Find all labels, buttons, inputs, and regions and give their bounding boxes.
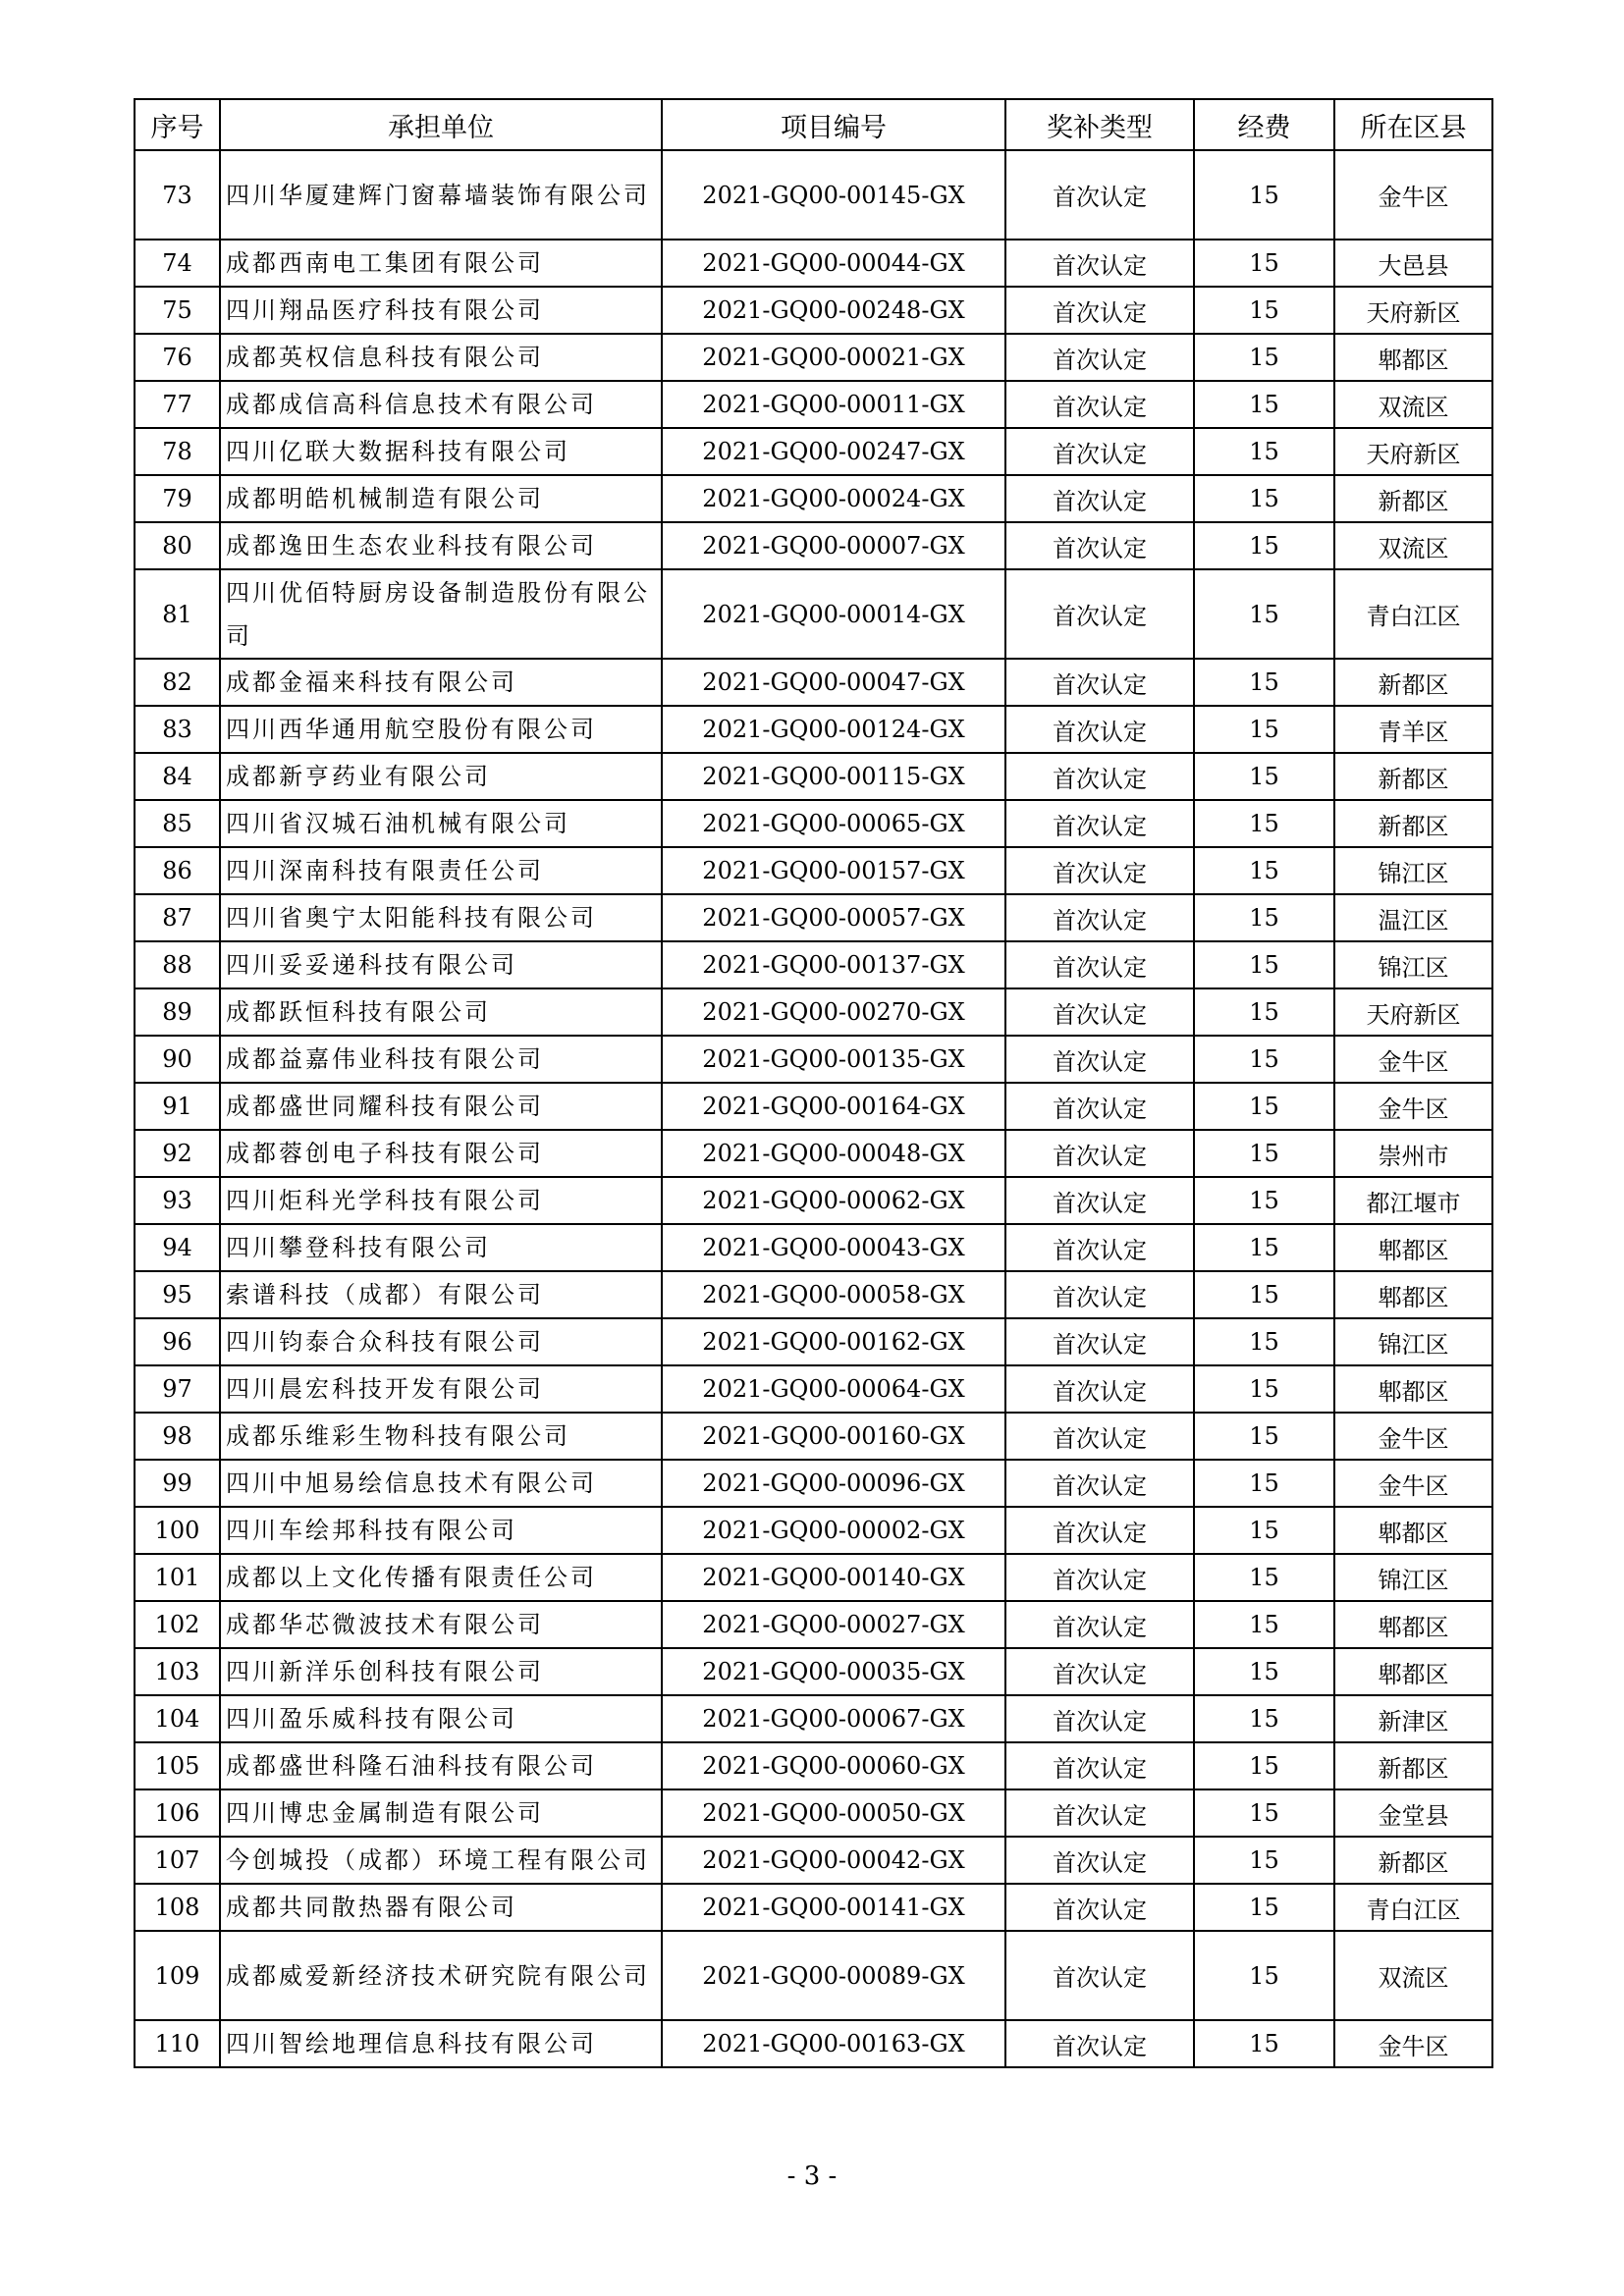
cell-code: 2021-GQ00-00164-GX	[662, 1083, 1005, 1130]
cell-no: 89	[135, 988, 220, 1036]
cell-type: 首次认定	[1005, 428, 1194, 475]
table-row	[135, 1318, 1492, 1365]
cell-district: 大邑县	[1334, 240, 1492, 287]
cell-no: 99	[135, 1460, 220, 1507]
cell-code: 2021-GQ00-00160-GX	[662, 1413, 1005, 1460]
cell-no: 106	[135, 1789, 220, 1837]
cell-type: 首次认定	[1005, 1318, 1194, 1365]
cell-fund: 15	[1194, 1177, 1334, 1224]
cell-unit: 成都西南电工集团有限公司	[220, 240, 662, 287]
cell-unit: 四川车绘邦科技有限公司	[220, 1507, 662, 1554]
cell-type: 首次认定	[1005, 522, 1194, 569]
cell-code: 2021-GQ00-00062-GX	[662, 1177, 1005, 1224]
cell-no: 87	[135, 894, 220, 941]
cell-unit: 成都盛世科隆石油科技有限公司	[220, 1742, 662, 1789]
table-row	[135, 1789, 1492, 1837]
cell-type: 首次认定	[1005, 1365, 1194, 1413]
cell-unit: 四川西华通用航空股份有限公司	[220, 706, 662, 753]
cell-unit: 成都以上文化传播有限责任公司	[220, 1554, 662, 1601]
table-row	[135, 1507, 1492, 1554]
cell-district: 青羊区	[1334, 706, 1492, 753]
cell-no: 110	[135, 2020, 220, 2067]
cell-code: 2021-GQ00-00157-GX	[662, 847, 1005, 894]
cell-code: 2021-GQ00-00057-GX	[662, 894, 1005, 941]
table-row	[135, 1884, 1492, 1931]
cell-no: 96	[135, 1318, 220, 1365]
table-row	[135, 894, 1492, 941]
cell-fund: 15	[1194, 1884, 1334, 1931]
cell-type: 首次认定	[1005, 381, 1194, 428]
cell-district: 新津区	[1334, 1695, 1492, 1742]
cell-no: 82	[135, 659, 220, 706]
cell-code: 2021-GQ00-00248-GX	[662, 287, 1005, 334]
table-row	[135, 1224, 1492, 1271]
cell-unit: 成都成信高科信息技术有限公司	[220, 381, 662, 428]
table-row	[135, 150, 1492, 240]
cell-code: 2021-GQ00-00024-GX	[662, 475, 1005, 522]
cell-type: 首次认定	[1005, 1695, 1194, 1742]
table-row	[135, 1365, 1492, 1413]
cell-fund: 15	[1194, 1742, 1334, 1789]
cell-code: 2021-GQ00-00065-GX	[662, 800, 1005, 847]
cell-type: 首次认定	[1005, 800, 1194, 847]
cell-unit: 四川翔品医疗科技有限公司	[220, 287, 662, 334]
cell-district: 锦江区	[1334, 941, 1492, 988]
cell-type: 首次认定	[1005, 1789, 1194, 1837]
cell-unit: 成都跃恒科技有限公司	[220, 988, 662, 1036]
cell-fund: 15	[1194, 1507, 1334, 1554]
cell-unit: 四川亿联大数据科技有限公司	[220, 428, 662, 475]
cell-code: 2021-GQ00-00002-GX	[662, 1507, 1005, 1554]
cell-district: 郫都区	[1334, 1224, 1492, 1271]
cell-code: 2021-GQ00-00042-GX	[662, 1837, 1005, 1884]
cell-fund: 15	[1194, 475, 1334, 522]
table-header-row	[135, 99, 1492, 150]
cell-no: 104	[135, 1695, 220, 1742]
cell-unit: 四川中旭易绘信息技术有限公司	[220, 1460, 662, 1507]
header-fund: 经费	[1194, 99, 1334, 150]
cell-fund: 15	[1194, 1601, 1334, 1648]
cell-no: 76	[135, 334, 220, 381]
cell-district: 锦江区	[1334, 847, 1492, 894]
cell-district: 青白江区	[1334, 569, 1492, 659]
header-district: 所在区县	[1334, 99, 1492, 150]
cell-fund: 15	[1194, 847, 1334, 894]
table-row	[135, 800, 1492, 847]
cell-no: 90	[135, 1036, 220, 1083]
cell-fund: 15	[1194, 1224, 1334, 1271]
table-row	[135, 1601, 1492, 1648]
table-row	[135, 1413, 1492, 1460]
cell-fund: 15	[1194, 1931, 1334, 2020]
page-number: - 3 -	[786, 2162, 838, 2191]
cell-no: 88	[135, 941, 220, 988]
cell-type: 首次认定	[1005, 1507, 1194, 1554]
cell-district: 金牛区	[1334, 1460, 1492, 1507]
cell-fund: 15	[1194, 988, 1334, 1036]
cell-district: 双流区	[1334, 381, 1492, 428]
cell-district: 都江堰市	[1334, 1177, 1492, 1224]
table-row	[135, 522, 1492, 569]
cell-no: 95	[135, 1271, 220, 1318]
cell-district: 新都区	[1334, 753, 1492, 800]
cell-district: 郫都区	[1334, 1601, 1492, 1648]
cell-type: 首次认定	[1005, 706, 1194, 753]
awards-table	[134, 98, 1493, 2068]
cell-district: 金牛区	[1334, 2020, 1492, 2067]
cell-type: 首次认定	[1005, 1884, 1194, 1931]
cell-district: 新都区	[1334, 1837, 1492, 1884]
cell-code: 2021-GQ00-00145-GX	[662, 150, 1005, 240]
cell-district: 崇州市	[1334, 1130, 1492, 1177]
table-row	[135, 1036, 1492, 1083]
cell-fund: 15	[1194, 894, 1334, 941]
table-row	[135, 2020, 1492, 2067]
cell-district: 新都区	[1334, 800, 1492, 847]
cell-no: 78	[135, 428, 220, 475]
cell-type: 首次认定	[1005, 475, 1194, 522]
cell-code: 2021-GQ00-00011-GX	[662, 381, 1005, 428]
cell-district: 青白江区	[1334, 1884, 1492, 1931]
cell-unit: 成都威爱新经济技术研究院有限公司	[220, 1931, 662, 2020]
cell-unit: 四川新洋乐创科技有限公司	[220, 1648, 662, 1695]
cell-district: 金牛区	[1334, 150, 1492, 240]
cell-no: 77	[135, 381, 220, 428]
cell-unit: 今创城投（成都）环境工程有限公司	[220, 1837, 662, 1884]
cell-type: 首次认定	[1005, 1742, 1194, 1789]
cell-no: 79	[135, 475, 220, 522]
cell-fund: 15	[1194, 150, 1334, 240]
cell-type: 首次认定	[1005, 1130, 1194, 1177]
cell-type: 首次认定	[1005, 1601, 1194, 1648]
cell-unit: 四川妥妥递科技有限公司	[220, 941, 662, 988]
table-row	[135, 1554, 1492, 1601]
cell-fund: 15	[1194, 1130, 1334, 1177]
cell-fund: 15	[1194, 1036, 1334, 1083]
cell-code: 2021-GQ00-00064-GX	[662, 1365, 1005, 1413]
cell-unit: 成都蓉创电子科技有限公司	[220, 1130, 662, 1177]
cell-type: 首次认定	[1005, 941, 1194, 988]
cell-district: 郫都区	[1334, 334, 1492, 381]
cell-no: 84	[135, 753, 220, 800]
cell-unit: 四川攀登科技有限公司	[220, 1224, 662, 1271]
table-row	[135, 1271, 1492, 1318]
cell-no: 105	[135, 1742, 220, 1789]
table-row	[135, 1837, 1492, 1884]
cell-no: 100	[135, 1507, 220, 1554]
cell-unit: 成都英权信息科技有限公司	[220, 334, 662, 381]
cell-unit: 四川晨宏科技开发有限公司	[220, 1365, 662, 1413]
cell-type: 首次认定	[1005, 1460, 1194, 1507]
cell-district: 新都区	[1334, 659, 1492, 706]
cell-type: 首次认定	[1005, 1224, 1194, 1271]
table-row	[135, 753, 1492, 800]
table-row	[135, 1931, 1492, 2020]
table-row	[135, 1648, 1492, 1695]
cell-type: 首次认定	[1005, 1413, 1194, 1460]
cell-code: 2021-GQ00-00124-GX	[662, 706, 1005, 753]
table-row	[135, 240, 1492, 287]
table-row	[135, 569, 1492, 659]
cell-code: 2021-GQ00-00048-GX	[662, 1130, 1005, 1177]
table-row	[135, 428, 1492, 475]
table-row	[135, 1460, 1492, 1507]
cell-code: 2021-GQ00-00027-GX	[662, 1601, 1005, 1648]
cell-no: 75	[135, 287, 220, 334]
cell-code: 2021-GQ00-00014-GX	[662, 569, 1005, 659]
cell-type: 首次认定	[1005, 1931, 1194, 2020]
cell-code: 2021-GQ00-00058-GX	[662, 1271, 1005, 1318]
cell-no: 80	[135, 522, 220, 569]
cell-unit: 四川钧泰合众科技有限公司	[220, 1318, 662, 1365]
cell-district: 金牛区	[1334, 1036, 1492, 1083]
cell-code: 2021-GQ00-00067-GX	[662, 1695, 1005, 1742]
cell-unit: 四川优佰特厨房设备制造股份有限公司	[220, 569, 662, 659]
cell-fund: 15	[1194, 753, 1334, 800]
cell-code: 2021-GQ00-00270-GX	[662, 988, 1005, 1036]
cell-fund: 15	[1194, 800, 1334, 847]
table-row	[135, 1083, 1492, 1130]
cell-no: 86	[135, 847, 220, 894]
cell-type: 首次认定	[1005, 569, 1194, 659]
cell-unit: 成都盛世同耀科技有限公司	[220, 1083, 662, 1130]
cell-fund: 15	[1194, 1460, 1334, 1507]
cell-type: 首次认定	[1005, 150, 1194, 240]
cell-fund: 15	[1194, 1413, 1334, 1460]
cell-no: 83	[135, 706, 220, 753]
cell-district: 锦江区	[1334, 1318, 1492, 1365]
cell-fund: 15	[1194, 2020, 1334, 2067]
cell-district: 天府新区	[1334, 428, 1492, 475]
cell-unit: 四川炬科光学科技有限公司	[220, 1177, 662, 1224]
cell-code: 2021-GQ00-00050-GX	[662, 1789, 1005, 1837]
header-type: 奖补类型	[1005, 99, 1194, 150]
cell-fund: 15	[1194, 706, 1334, 753]
cell-no: 103	[135, 1648, 220, 1695]
cell-type: 首次认定	[1005, 1177, 1194, 1224]
cell-unit: 成都明皓机械制造有限公司	[220, 475, 662, 522]
cell-fund: 15	[1194, 1083, 1334, 1130]
cell-type: 首次认定	[1005, 988, 1194, 1036]
cell-district: 郫都区	[1334, 1648, 1492, 1695]
cell-fund: 15	[1194, 1837, 1334, 1884]
cell-no: 94	[135, 1224, 220, 1271]
cell-no: 93	[135, 1177, 220, 1224]
cell-unit: 四川博忠金属制造有限公司	[220, 1789, 662, 1837]
header-no: 序号	[135, 99, 220, 150]
cell-unit: 成都共同散热器有限公司	[220, 1884, 662, 1931]
cell-unit: 四川智绘地理信息科技有限公司	[220, 2020, 662, 2067]
cell-code: 2021-GQ00-00021-GX	[662, 334, 1005, 381]
cell-code: 2021-GQ00-00044-GX	[662, 240, 1005, 287]
cell-unit: 四川省汉城石油机械有限公司	[220, 800, 662, 847]
cell-code: 2021-GQ00-00137-GX	[662, 941, 1005, 988]
table-row	[135, 334, 1492, 381]
cell-no: 101	[135, 1554, 220, 1601]
cell-no: 74	[135, 240, 220, 287]
cell-fund: 15	[1194, 287, 1334, 334]
cell-type: 首次认定	[1005, 287, 1194, 334]
cell-district: 新都区	[1334, 1742, 1492, 1789]
cell-district: 天府新区	[1334, 988, 1492, 1036]
cell-fund: 15	[1194, 1695, 1334, 1742]
cell-fund: 15	[1194, 659, 1334, 706]
cell-code: 2021-GQ00-00163-GX	[662, 2020, 1005, 2067]
cell-no: 73	[135, 150, 220, 240]
cell-type: 首次认定	[1005, 1554, 1194, 1601]
cell-fund: 15	[1194, 941, 1334, 988]
table-row	[135, 1130, 1492, 1177]
cell-no: 97	[135, 1365, 220, 1413]
table-row	[135, 847, 1492, 894]
table-row	[135, 381, 1492, 428]
table-row	[135, 941, 1492, 988]
cell-type: 首次认定	[1005, 753, 1194, 800]
cell-unit: 四川盈乐威科技有限公司	[220, 1695, 662, 1742]
cell-unit: 索谱科技（成都）有限公司	[220, 1271, 662, 1318]
cell-district: 金堂县	[1334, 1789, 1492, 1837]
cell-type: 首次认定	[1005, 894, 1194, 941]
cell-no: 92	[135, 1130, 220, 1177]
table-row	[135, 475, 1492, 522]
cell-code: 2021-GQ00-00115-GX	[662, 753, 1005, 800]
cell-type: 首次认定	[1005, 1271, 1194, 1318]
cell-no: 108	[135, 1884, 220, 1931]
cell-unit: 成都华芯微波技术有限公司	[220, 1601, 662, 1648]
cell-no: 109	[135, 1931, 220, 2020]
cell-code: 2021-GQ00-00096-GX	[662, 1460, 1005, 1507]
cell-district: 新都区	[1334, 475, 1492, 522]
cell-unit: 四川省奥宁太阳能科技有限公司	[220, 894, 662, 941]
cell-code: 2021-GQ00-00135-GX	[662, 1036, 1005, 1083]
cell-unit: 成都金福来科技有限公司	[220, 659, 662, 706]
cell-no: 81	[135, 569, 220, 659]
header-code: 项目编号	[662, 99, 1005, 150]
cell-no: 91	[135, 1083, 220, 1130]
cell-code: 2021-GQ00-00060-GX	[662, 1742, 1005, 1789]
table-row	[135, 1177, 1492, 1224]
cell-code: 2021-GQ00-00140-GX	[662, 1554, 1005, 1601]
cell-no: 102	[135, 1601, 220, 1648]
cell-type: 首次认定	[1005, 240, 1194, 287]
cell-fund: 15	[1194, 428, 1334, 475]
cell-unit: 四川深南科技有限责任公司	[220, 847, 662, 894]
cell-type: 首次认定	[1005, 1648, 1194, 1695]
cell-district: 温江区	[1334, 894, 1492, 941]
cell-code: 2021-GQ00-00043-GX	[662, 1224, 1005, 1271]
table-row	[135, 1742, 1492, 1789]
cell-type: 首次认定	[1005, 2020, 1194, 2067]
table-row	[135, 988, 1492, 1036]
cell-no: 107	[135, 1837, 220, 1884]
cell-district: 金牛区	[1334, 1083, 1492, 1130]
cell-type: 首次认定	[1005, 334, 1194, 381]
table-row	[135, 659, 1492, 706]
cell-code: 2021-GQ00-00141-GX	[662, 1884, 1005, 1931]
cell-code: 2021-GQ00-00162-GX	[662, 1318, 1005, 1365]
cell-fund: 15	[1194, 522, 1334, 569]
cell-fund: 15	[1194, 1365, 1334, 1413]
cell-fund: 15	[1194, 1318, 1334, 1365]
cell-fund: 15	[1194, 1648, 1334, 1695]
cell-fund: 15	[1194, 1554, 1334, 1601]
cell-fund: 15	[1194, 1271, 1334, 1318]
table-row	[135, 1695, 1492, 1742]
cell-code: 2021-GQ00-00247-GX	[662, 428, 1005, 475]
cell-fund: 15	[1194, 240, 1334, 287]
table-row	[135, 706, 1492, 753]
cell-district: 锦江区	[1334, 1554, 1492, 1601]
cell-code: 2021-GQ00-00007-GX	[662, 522, 1005, 569]
cell-no: 98	[135, 1413, 220, 1460]
cell-district: 天府新区	[1334, 287, 1492, 334]
cell-district: 双流区	[1334, 1931, 1492, 2020]
cell-fund: 15	[1194, 1789, 1334, 1837]
header-unit: 承担单位	[220, 99, 662, 150]
cell-code: 2021-GQ00-00089-GX	[662, 1931, 1005, 2020]
cell-fund: 15	[1194, 569, 1334, 659]
table-row	[135, 287, 1492, 334]
cell-type: 首次认定	[1005, 659, 1194, 706]
cell-fund: 15	[1194, 334, 1334, 381]
cell-district: 郫都区	[1334, 1507, 1492, 1554]
cell-code: 2021-GQ00-00035-GX	[662, 1648, 1005, 1695]
cell-type: 首次认定	[1005, 1036, 1194, 1083]
cell-unit: 成都乐维彩生物科技有限公司	[220, 1413, 662, 1460]
cell-district: 金牛区	[1334, 1413, 1492, 1460]
cell-unit: 成都新亨药业有限公司	[220, 753, 662, 800]
cell-district: 郫都区	[1334, 1365, 1492, 1413]
cell-type: 首次认定	[1005, 1083, 1194, 1130]
cell-district: 郫都区	[1334, 1271, 1492, 1318]
cell-unit: 成都益嘉伟业科技有限公司	[220, 1036, 662, 1083]
cell-unit: 四川华厦建辉门窗幕墙装饰有限公司	[220, 150, 662, 240]
cell-type: 首次认定	[1005, 1837, 1194, 1884]
cell-fund: 15	[1194, 381, 1334, 428]
cell-code: 2021-GQ00-00047-GX	[662, 659, 1005, 706]
cell-district: 双流区	[1334, 522, 1492, 569]
cell-no: 85	[135, 800, 220, 847]
cell-unit: 成都逸田生态农业科技有限公司	[220, 522, 662, 569]
cell-type: 首次认定	[1005, 847, 1194, 894]
